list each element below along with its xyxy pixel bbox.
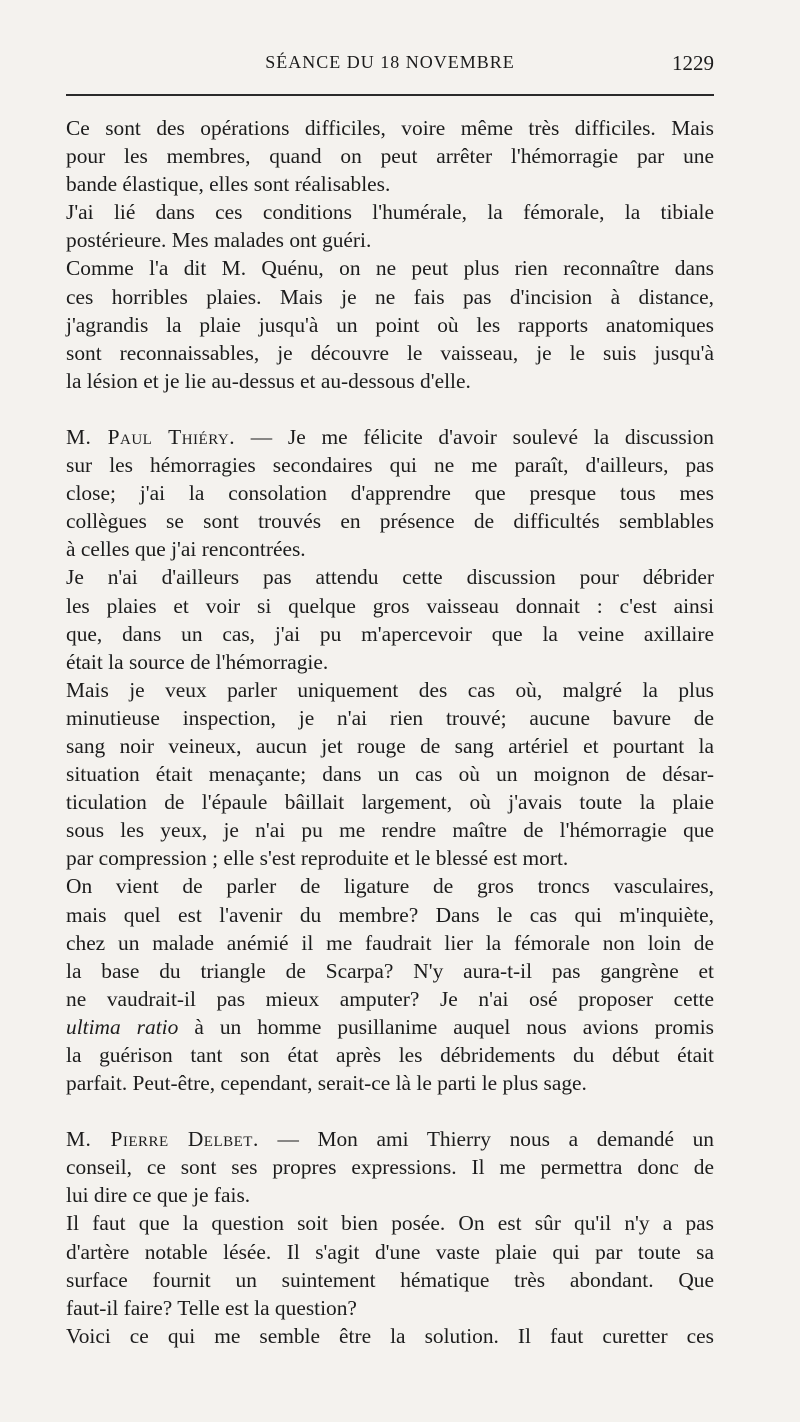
text-line: Je n'ai d'ailleurs pas attendu cette discussion pour débrider (66, 565, 714, 590)
text-line (66, 423, 714, 451)
text-line: la lésion et je lie au-dessus et au-dessous d'elle. (66, 368, 471, 393)
text-line: collègues se sont trouvés en présence de difficultés semblables (66, 509, 714, 534)
paragraph (66, 423, 714, 563)
text-run: — Mon ami Thierry nous a demandé un (258, 1127, 714, 1152)
text-line: Voici ce qui me semble être la solution. Il faut curetter ces (66, 1323, 714, 1348)
text-line: la base du triangle de Scarpa? N'y aura-t-il pas gangrène et (66, 958, 714, 983)
paragraph (66, 1125, 714, 1209)
text-line: mais quel est l'avenir du membre? Dans le cas qui m'inquiète, (66, 902, 714, 927)
text-line: sang noir veineux, aucun jet rouge de sang artériel et pourtant la (66, 733, 714, 758)
paragraph-gap (66, 1097, 714, 1125)
text-line: parfait. Peut-être, cependant, serait-ce là le parti le plus sage. (66, 1071, 587, 1096)
page-number: 1229 (672, 51, 714, 75)
text-line: ticulation de l'épaule bâillait largement, où j'avais toute la plaie (66, 790, 714, 815)
text-line: la guérison tant son état après les débridements du début était (66, 1043, 714, 1067)
paragraph (66, 114, 714, 198)
text-line: par compression ; elle s'est reproduite et le blessé est mort. (66, 846, 569, 871)
text-line (66, 1013, 714, 1041)
text-line: Mais je veux parler uniquement des cas où, malgré la plus (66, 677, 714, 702)
text-line: ne vaudrait-il pas mieux amputer? Je n'ai osé proposer cette (66, 986, 714, 1011)
paragraph (66, 198, 714, 254)
speaker-name: M. Pierre Delbet. (66, 1127, 259, 1152)
page-header (66, 52, 714, 78)
text-line: close; j'ai la consolation d'apprendre que presque tous mes (66, 481, 714, 506)
text-line: postérieure. Mes malades ont guéri. (66, 228, 372, 253)
text-line: j'agrandis la plaie jusqu'à un point où les rapports anatomiques (66, 312, 714, 337)
paragraph (66, 254, 714, 394)
text-line: lui dire ce que je fais. (66, 1183, 251, 1208)
text-run: — Je me félicite d'avoir soulevé la discussion (235, 424, 714, 449)
text-line: était la source de l'hémorragie. (66, 649, 329, 674)
text-line: sont reconnaissables, je découvre le vaisseau, je le suis jusqu'à (66, 340, 714, 365)
text-line: J'ai lié dans ces conditions l'humérale, la fémorale, la tibiale (66, 200, 714, 225)
speaker-name: M. Paul Thiéry. (66, 424, 236, 449)
text-line: sous les yeux, je n'ai pu me rendre maître de l'hémorragie que (66, 818, 714, 843)
text-run: à un homme pusillanime auquel nous avions promis (178, 1014, 714, 1039)
header-rule (66, 94, 714, 96)
paragraph-gap (66, 395, 714, 423)
paragraph (66, 676, 714, 873)
paragraph (66, 1322, 714, 1350)
paragraph (66, 1209, 714, 1321)
text-line: les plaies et voir si quelque gros vaisseau donnait : c'est ainsi (66, 593, 714, 618)
text-line: à celles que j'ai rencontrées. (66, 537, 306, 562)
text-line: On vient de parler de ligature de gros troncs vasculaires, (66, 874, 714, 899)
text-line: Il faut que la question soit bien posée. On est sûr qu'il n'y a pas (66, 1211, 714, 1236)
text-line: bande élastique, elles sont réalisables. (66, 172, 391, 197)
text-line: ces horribles plaies. Mais je ne fais pas d'incision à distance, (66, 284, 714, 309)
text-line: Comme l'a dit M. Quénu, on ne peut plus rien reconnaître dans (66, 256, 714, 281)
text-line: surface fournit un suintement hématique très abondant. Que (66, 1267, 714, 1292)
text-line: situation était menaçante; dans un cas où un moignon de désar- (66, 762, 714, 787)
text-line: Ce sont des opérations difficiles, voire même très difficiles. Mais (66, 116, 714, 140)
text-line: faut-il faire? Telle est la question? (66, 1295, 357, 1320)
text-line: pour les membres, quand on peut arrêter l'hémorragie par une (66, 144, 714, 169)
text-line (66, 1125, 714, 1153)
italic-phrase: ultima ratio (66, 1014, 179, 1039)
body-text (66, 114, 714, 1350)
text-line: que, dans un cas, j'ai pu m'apercevoir que la veine axillaire (66, 621, 714, 646)
paragraph (66, 563, 714, 675)
text-line: minutieuse inspection, je n'ai rien trouvé; aucune bavure de (66, 705, 714, 730)
text-line: sur les hémorragies secondaires qui ne me paraît, d'ailleurs, pas (66, 453, 714, 478)
text-line: conseil, ce sont ses propres expressions. Il me permettra donc de (66, 1155, 714, 1180)
text-line: chez un malade anémié il me faudrait lier la fémorale non loin de (66, 930, 714, 955)
running-title: SÉANCE DU 18 NOVEMBRE (265, 52, 515, 72)
paragraph (66, 872, 714, 1097)
text-line: d'artère notable lésée. Il s'agit d'une vaste plaie qui par toute sa (66, 1239, 714, 1264)
